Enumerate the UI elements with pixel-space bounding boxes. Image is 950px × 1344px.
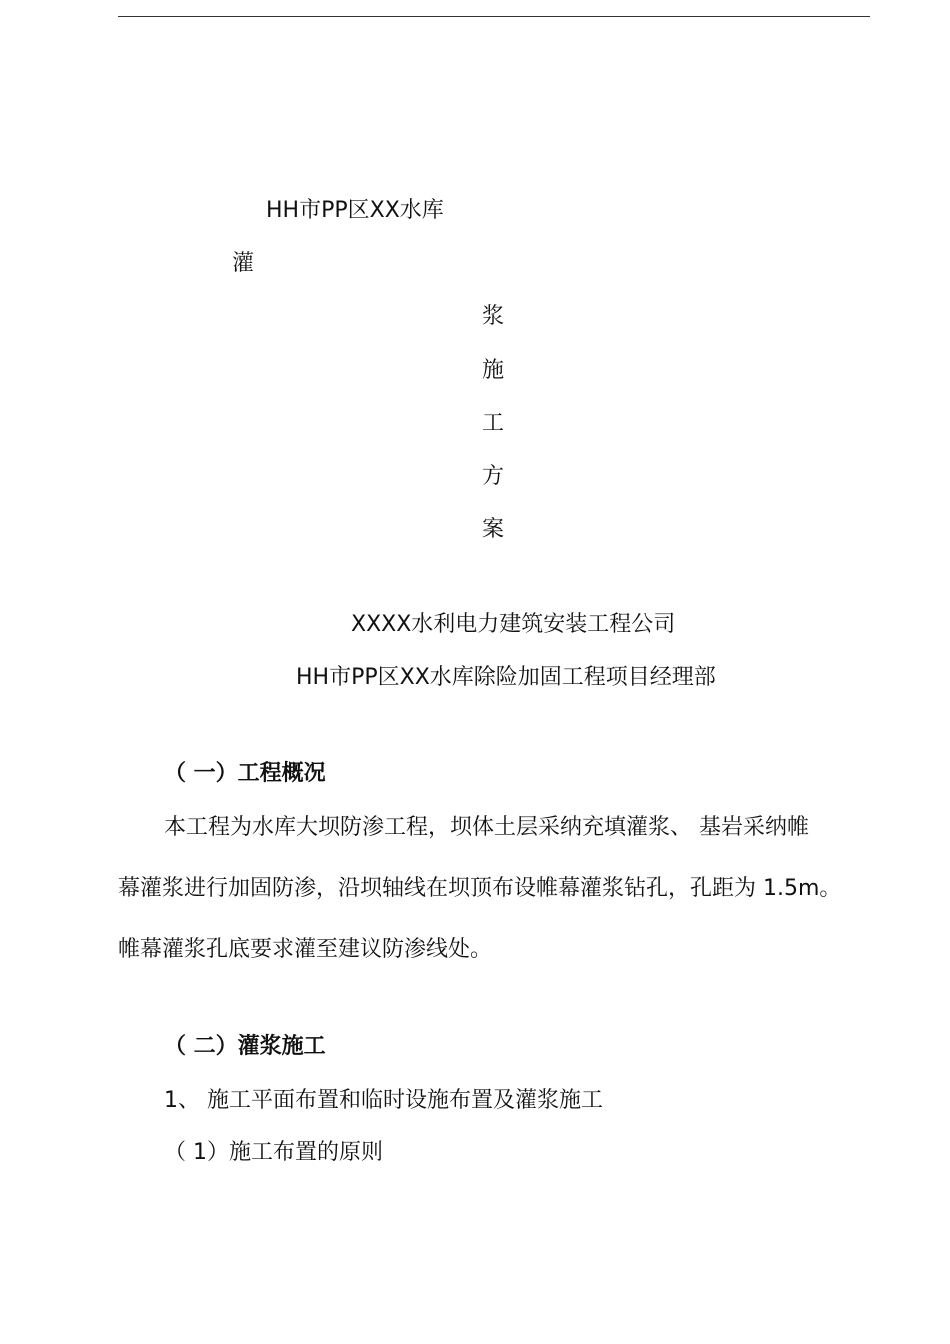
sub-list-item: （ 1）施工布置的原则 [164, 1140, 383, 1165]
paragraph-line: 本工程为水库大坝防渗工程，坝体土层采纳充填灌浆、 基岩采纳帷 [164, 815, 809, 840]
cover-vertical-char: 灌 [232, 251, 255, 276]
project-department: HH市PP区XX水库除险加固工程项目经理部 [296, 665, 716, 690]
cover-vertical-char: 方 [482, 464, 505, 489]
paragraph-line: 幕灌浆进行加固防渗，沿坝轴线在坝顶布设帷幕灌浆钻孔，孔距为 1.5m。 [118, 876, 842, 901]
cover-vertical-char: 浆 [482, 304, 505, 329]
section-heading-overview: （ 一）工程概况 [164, 761, 326, 786]
cover-vertical-char: 施 [482, 358, 505, 383]
cover-vertical-char: 案 [482, 517, 505, 542]
list-item: 1、 施工平面布置和临时设施布置及灌浆施工 [164, 1088, 603, 1113]
header-rule [118, 16, 870, 17]
company-name: XXXX水利电力建筑安装工程公司 [351, 612, 676, 637]
paragraph-line: 帷幕灌浆孔底要求灌至建议防渗线处。 [118, 937, 493, 962]
cover-title-line: HH市PP区XX水库 [266, 198, 444, 223]
section-heading-grouting: （ 二）灌浆施工 [164, 1034, 326, 1059]
cover-vertical-char: 工 [482, 411, 505, 436]
